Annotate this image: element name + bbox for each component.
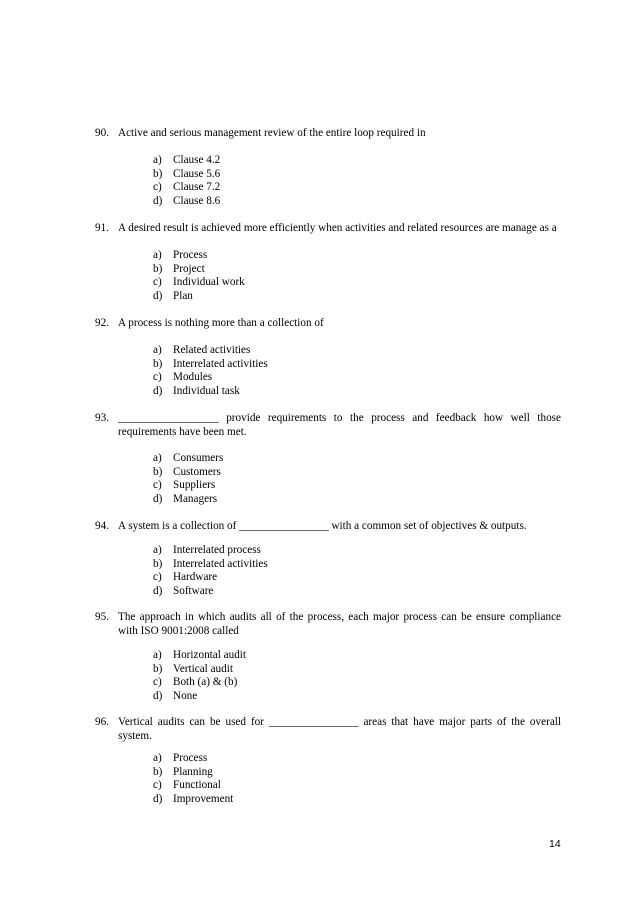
option — [153, 690, 453, 704]
question-92 — [95, 317, 561, 331]
option — [153, 344, 453, 358]
option-letter: d) — [153, 584, 163, 597]
options-93 — [153, 452, 453, 506]
option-text: Individual task — [173, 384, 240, 397]
question-91 — [95, 222, 561, 236]
option-letter: c) — [153, 779, 162, 792]
option-text: Related activities — [173, 344, 251, 356]
option-letter: c) — [153, 371, 162, 384]
options-92 — [153, 344, 453, 398]
option-text: Planning — [173, 765, 213, 778]
option-letter: b) — [153, 557, 163, 570]
question-text: Active and serious management review of the entire loop required in — [118, 127, 426, 139]
option — [153, 181, 453, 195]
option-text: None — [173, 689, 198, 702]
option — [153, 649, 453, 663]
option-text: Process — [173, 249, 208, 261]
option-letter: b) — [153, 357, 163, 370]
option-letter: b) — [153, 262, 163, 275]
option-text: Individual work — [173, 276, 245, 289]
option-text: Customers — [173, 465, 221, 478]
option-text: Plan — [173, 289, 193, 302]
option-text: Clause 8.6 — [173, 194, 221, 207]
options-95 — [153, 649, 453, 703]
option-text: Interrelated activities — [173, 557, 268, 570]
option — [153, 263, 453, 277]
option-letter: a) — [153, 249, 162, 261]
option-letter: d) — [153, 689, 163, 702]
option-letter: a) — [153, 752, 162, 764]
option-text: Consumers — [173, 452, 224, 464]
option-text: Process — [173, 752, 208, 764]
question-text: Vertical audits can be used for ________________ areas that have major parts of the overall system. — [118, 716, 561, 742]
option-letter: b) — [153, 662, 163, 675]
option — [153, 585, 453, 599]
option-letter: c) — [153, 571, 162, 584]
option-letter: b) — [153, 765, 163, 778]
option — [153, 452, 453, 466]
option — [153, 793, 453, 807]
question-95 — [95, 611, 561, 638]
option-letter: c) — [153, 676, 162, 689]
options-91 — [153, 249, 453, 303]
option-text: Improvement — [173, 792, 234, 805]
question-number: 93. — [95, 412, 109, 424]
question-94 — [95, 520, 561, 534]
option-letter: d) — [153, 384, 163, 397]
option-text: Software — [173, 584, 214, 597]
question-number: 94. — [95, 520, 109, 532]
option — [153, 493, 453, 507]
option-text: Horizontal audit — [173, 649, 247, 661]
option — [153, 752, 453, 766]
option-letter: a) — [153, 344, 162, 356]
option-letter: d) — [153, 289, 163, 302]
option — [153, 779, 453, 793]
option — [153, 195, 453, 209]
option-text: Clause 4.2 — [173, 154, 221, 166]
page-number: 14 — [549, 838, 561, 850]
option-text: Project — [173, 262, 205, 275]
option-text: Clause 5.6 — [173, 167, 221, 180]
option — [153, 249, 453, 263]
option — [153, 358, 453, 372]
option-letter: c) — [153, 181, 162, 194]
question-text: A system is a collection of ________________ with a common set of objectives & outputs. — [118, 520, 527, 532]
option-letter: a) — [153, 452, 162, 464]
option-text: Vertical audit — [173, 662, 233, 675]
option-text: Managers — [173, 492, 218, 505]
option-text: Interrelated activities — [173, 357, 268, 370]
option-text: Hardware — [173, 571, 218, 584]
option — [153, 168, 453, 182]
option-text: Clause 7.2 — [173, 181, 221, 194]
question-96 — [95, 716, 561, 743]
option-letter: c) — [153, 276, 162, 289]
option — [153, 290, 453, 304]
options-96 — [153, 752, 453, 806]
option — [153, 479, 453, 493]
option-letter: d) — [153, 492, 163, 505]
option — [153, 766, 453, 780]
question-number: 95. — [95, 611, 109, 623]
question-text: A desired result is achieved more efficiently when activities and related resources are manage as a — [118, 222, 557, 234]
question-number: 96. — [95, 716, 109, 728]
question-number: 91. — [95, 222, 109, 234]
option-text: Functional — [173, 779, 221, 792]
options-90 — [153, 154, 453, 208]
question-number: 92. — [95, 317, 109, 329]
option-letter: c) — [153, 479, 162, 492]
option-letter: d) — [153, 194, 163, 207]
question-90 — [95, 127, 561, 141]
option — [153, 544, 453, 558]
option-letter: b) — [153, 167, 163, 180]
option — [153, 558, 453, 572]
option — [153, 276, 453, 290]
option — [153, 466, 453, 480]
question-text: __________________ provide requirements to the process and feedback how well those requirements have been met. — [118, 412, 561, 438]
option — [153, 571, 453, 585]
option — [153, 663, 453, 677]
question-number: 90. — [95, 127, 109, 139]
option — [153, 154, 453, 168]
option-letter: a) — [153, 544, 162, 556]
options-94 — [153, 544, 453, 598]
question-93 — [95, 412, 561, 439]
option — [153, 371, 453, 385]
option-text: Both (a) & (b) — [173, 676, 238, 689]
option-text: Suppliers — [173, 479, 216, 492]
option-text: Modules — [173, 371, 213, 384]
option-letter: b) — [153, 465, 163, 478]
option-letter: d) — [153, 792, 163, 805]
question-text: A process is nothing more than a collection of — [118, 317, 324, 329]
option-text: Interrelated process — [173, 544, 261, 556]
option-letter: a) — [153, 649, 162, 661]
option-letter: a) — [153, 154, 162, 166]
option — [153, 385, 453, 399]
question-text: The approach in which audits all of the process, each major process can be ensure compliance with ISO 9001:2008 called — [118, 611, 561, 637]
option — [153, 676, 453, 690]
